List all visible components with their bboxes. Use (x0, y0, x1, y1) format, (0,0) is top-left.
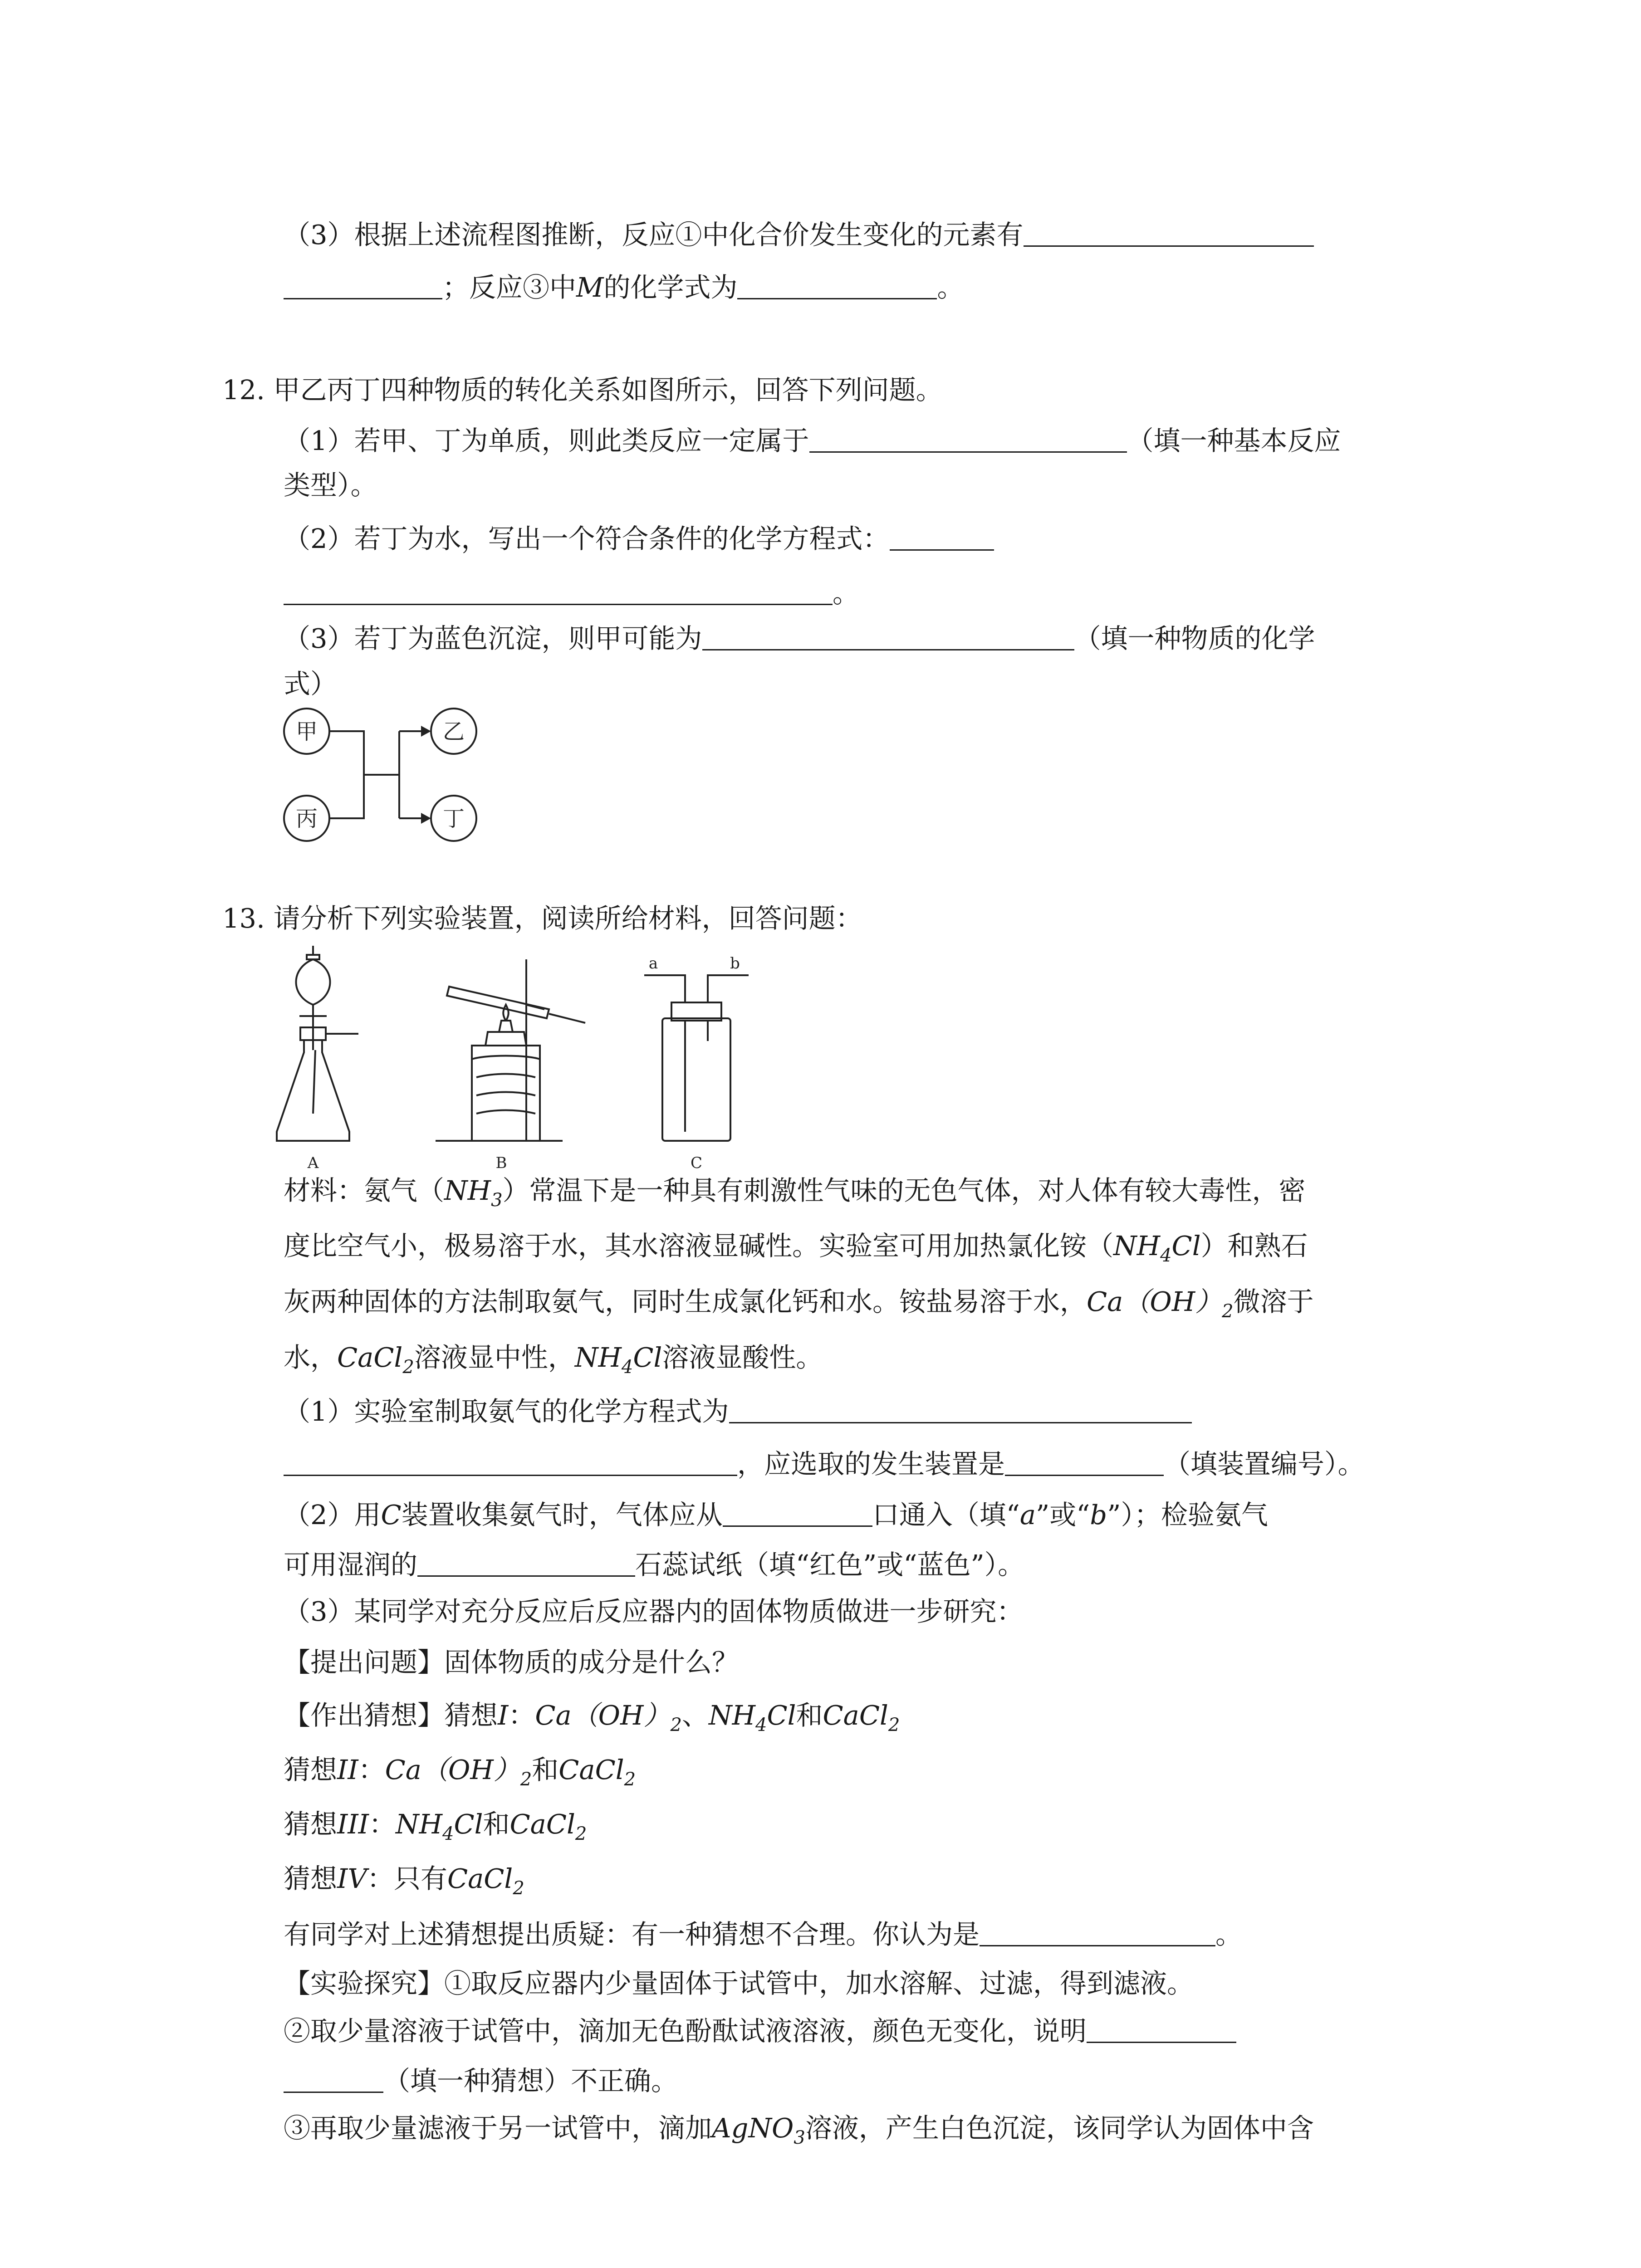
apparatus-b (436, 959, 585, 1141)
q13-p1-line2: ，应选取的发生装置是 （填装置编号）。 (284, 1446, 1365, 1482)
node-bing: 丙 (295, 806, 318, 831)
answer-blank[interactable] (1087, 2015, 1236, 2043)
answer-blank[interactable] (284, 272, 442, 299)
answer-blank[interactable] (729, 1396, 1192, 1423)
answer-blank[interactable] (723, 1499, 872, 1527)
node-yi: 乙 (442, 719, 465, 744)
material-line4: 水，CaCl$_2$溶液显中性，$NH_4Cl$溶液显酸性。 (284, 1342, 823, 1378)
q12-stem: 12. 甲乙丙丁四种物质的转化关系如图所示，回答下列问题。 (222, 374, 943, 406)
experiment-3: ③再取少量滤液于另一试管中，滴加AgNO$_3$溶液，产生白色沉淀，该同学认为固体中含 (284, 2112, 1314, 2148)
q12-p1-line1: （1）若甲、丁为单质，则此类反应一定属于 （填一种基本反应 (284, 425, 1341, 456)
connector-left (329, 731, 364, 818)
ask-question: 【提出问题】固体物质的成分是什么？ (284, 1647, 739, 1678)
q13-p2-line1: （2）用C装置收集氨气时，气体应从 口通入（填“a”或“b”）；检验氨气 (284, 1499, 1268, 1530)
node-jia: 甲 (295, 719, 318, 744)
guess-1: 【作出猜想】猜想I：$Ca(OH)_2$、$NH_4Cl$和CaCl$_2$ (284, 1700, 900, 1735)
answer-blank[interactable] (702, 623, 1074, 650)
answer-blank[interactable] (284, 577, 833, 605)
answer-blank[interactable] (417, 1549, 635, 1577)
q12-p3-line1: （3）若丁为蓝色沉淀，则甲可能为 （填一种物质的化学 (284, 623, 1315, 654)
q12-p2-line2: 。 (284, 575, 859, 611)
doubt-line: 有同学对上述猜想提出质疑：有一种猜想不合理。你认为是 。 (284, 1919, 1243, 1950)
experiment-2-line2: （填一种猜想）不正确。 (284, 2063, 678, 2099)
guess-2: 猜想II：$Ca(OH)_2$和CaCl$_2$ (284, 1754, 636, 1790)
experiment-1: 【实验探究】①取反应器内少量固体于试管中，加水溶解、过滤，得到滤液。 (284, 1968, 1194, 1999)
q11-3-line1: （3）根据上述流程图推断，反应①中化合价发生变化的元素有 (284, 217, 1314, 253)
guess-4: 猜想IV：只有CaCl$_2$ (284, 1863, 524, 1899)
guess-3: 猜想III：$NH_4Cl$和CaCl$_2$ (284, 1809, 587, 1844)
label-b: B (495, 1154, 507, 1172)
node-ding: 丁 (442, 806, 465, 831)
arrowhead-ding (421, 813, 431, 824)
label-c: C (690, 1154, 703, 1172)
q12-p2-line1: （2）若丁为水，写出一个符合条件的化学方程式： (284, 521, 994, 557)
port-b: b (730, 954, 740, 973)
q12-p1-line2: 类型）。 (284, 469, 377, 501)
answer-blank[interactable] (737, 272, 937, 299)
q13-p1-line1: （1）实验室制取氨气的化学方程式为 (284, 1393, 1192, 1430)
q13-p2-line2: 可用湿润的 石蕊试纸（填“红色”或“蓝色”）。 (284, 1549, 1025, 1580)
answer-blank[interactable] (284, 2065, 383, 2093)
apparatus-a (277, 946, 358, 1141)
material-line2: 度比空气小，极易溶于水，其水溶液显碱性。实验室可用加热氯化铵$(NH_4Cl)$和熟石 (284, 1230, 1308, 1266)
conversion-diagram (277, 703, 490, 848)
answer-blank[interactable] (284, 1448, 737, 1476)
port-a: a (648, 954, 658, 973)
label-a: A (307, 1154, 319, 1172)
apparatus-figure (272, 941, 780, 1186)
answer-blank[interactable] (980, 1919, 1215, 1946)
q13-p3: （3）某同学对充分反应后反应器内的固体物质做进一步研究： (284, 1596, 1024, 1627)
material-line3: 灰两种固体的方法制取氨气，同时生成氯化钙和水。铵盐易溶于水，$Ca(OH)_2$微溶于 (284, 1286, 1314, 1322)
q12-p3-line2: 式） (284, 668, 338, 699)
answer-blank[interactable] (809, 425, 1127, 453)
answer-blank[interactable] (1024, 219, 1314, 247)
apparatus-c (644, 975, 749, 1141)
q11-3-line2: ；反应③中M的化学式为 。 (284, 269, 964, 306)
q13-stem: 13. 请分析下列实验装置，阅读所给材料，回答问题： (222, 903, 862, 934)
answer-blank[interactable] (1005, 1448, 1164, 1476)
material-line1: 材料：氨气$(NH_3)$常温下是一种具有刺激性气味的无色气体，对人体有较大毒性，密 (284, 1175, 1306, 1211)
answer-blank[interactable] (890, 523, 994, 551)
experiment-2-line1: ②取少量溶液于试管中，滴加无色酚酞试液溶液，颜色无变化，说明 (284, 2013, 1236, 2049)
arrowhead-yi (421, 726, 431, 737)
